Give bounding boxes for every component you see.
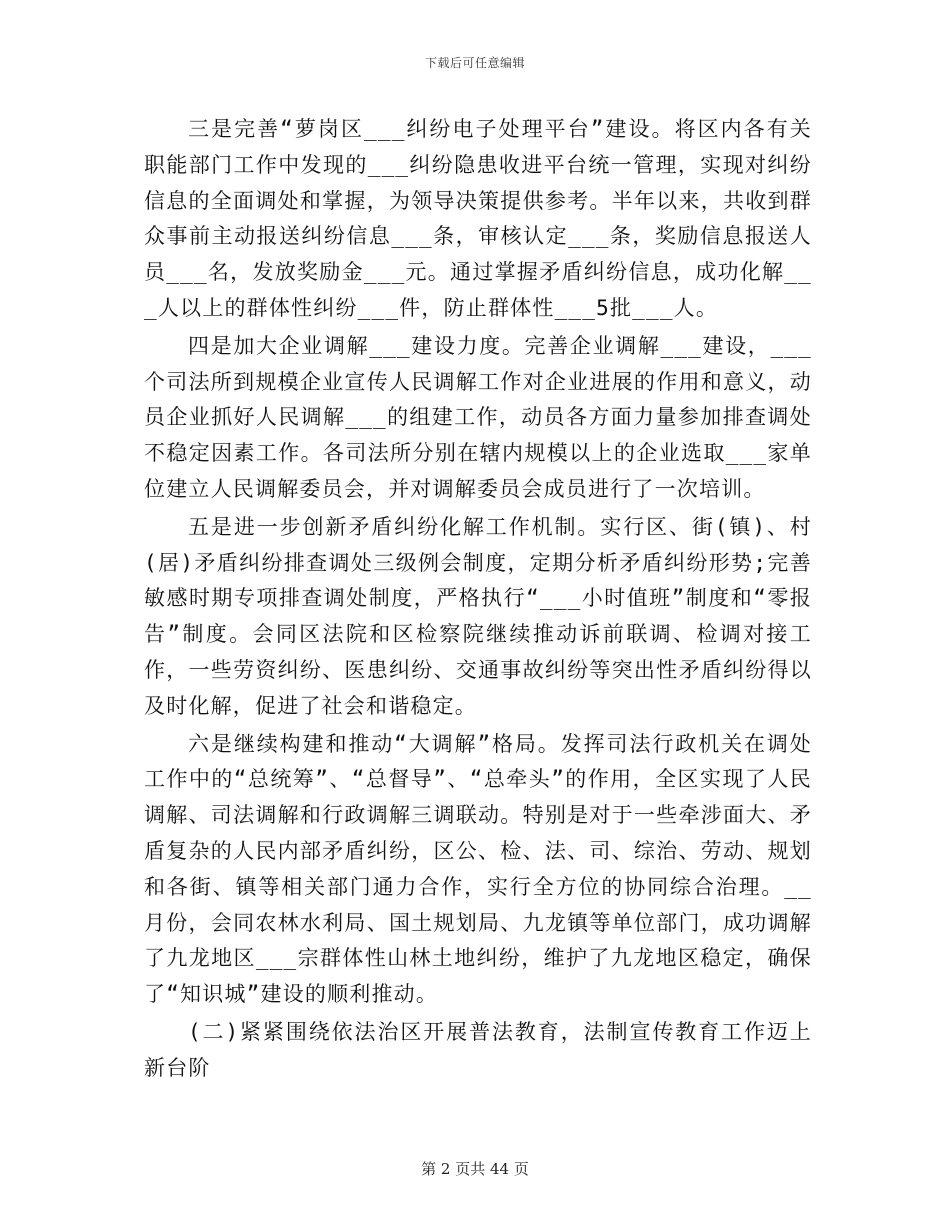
document-body — [144, 112, 812, 1089]
paragraph-platform-construction: 三是完善“萝岗区___纠纷电子处理平台”建设。将区内各有关职能部门工作中发现的___纠纷隐患收进平台统一管理，实现对纠纷信息的全面调处和掌握，为领导决策提供参考。半年以来，共收到群众事前主动报送纠纷信息___条，审核认定___条，奖励信息报送人员___名，发放奖励金___元。通过掌握矛盾纠纷信息，成功化解___人以上的群体性纠纷___件，防止群体性___5批___人。 — [144, 117, 812, 320]
section-heading-legal-education: (二)紧紧围绕依法治区开展普法教育，法制宣传教育工作迈上新台阶 — [144, 1019, 812, 1080]
paragraph-dispute-mechanism: 五是进一步创新矛盾纠纷化解工作机制。实行区、街(镇)、村(居)矛盾纠纷排查调处三级例会制度，定期分析矛盾纠纷形势;完善敏感时期专项排查调处制度，严格执行“___小时值班”制度和“零报告”制度。会同区法院和区检察院继续推动诉前联调、检调对接工作，一些劳资纠纷、医患纠纷、交通事故纠纷等突出性矛盾纠纷得以及时化解，促进了社会和谐稳定。 — [144, 514, 812, 718]
paragraph-grand-mediation: 六是继续构建和推动“大调解”格局。发挥司法行政机关在调处工作中的“总统筹”、“总督导”、“总牵头”的作用，全区实现了人民调解、司法调解和行政调解三调联动。特别是对于一些牵涉面大、矛盾复杂的人民内部矛盾纠纷，区公、检、法、司、综治、劳动、规划和各街、镇等相关部门通力合作，实行全方位的协同综合治理。__月份，会同农林水利局、国土规划局、九龙镇等单位部门，成功调解了九龙地区___宗群体性山林土地纠纷，维护了九龙地区稳定，确保了“知识城”建设的顺利推动。 — [144, 731, 812, 1007]
paragraph-enterprise-mediation: 四是加大企业调解___建设力度。完善企业调解___建设，___个司法所到规模企业宣传人民调解工作对企业进展的作用和意义，动员企业抓好人民调解___的组建工作，动员各方面力量参加排查调处不稳定因素工作。各司法所分别在辖内规模以上的企业选取___家单位建立人民调解委员会，并对调解委员会成员进行了一次培训。 — [144, 333, 812, 501]
page-footer: 第 2 页共 44 页 — [421, 1160, 529, 1178]
page-header: 下载后可任意编辑 — [424, 56, 525, 70]
